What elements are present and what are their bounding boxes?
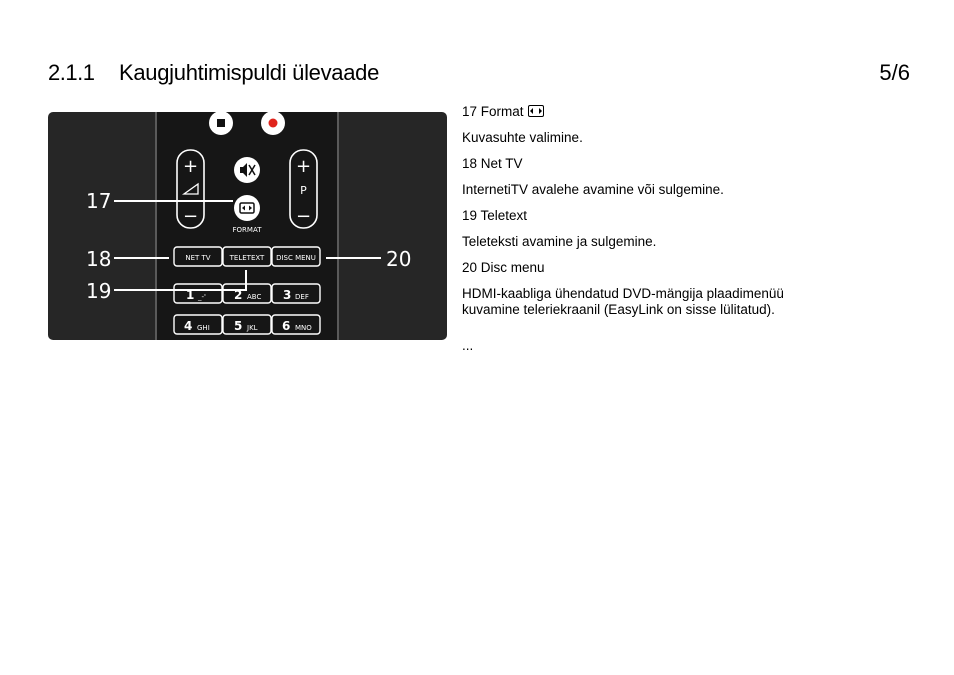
key-5-letters: JKL — [247, 324, 258, 332]
callout-19: 19 — [86, 279, 112, 303]
key-2-num: 2 — [234, 288, 243, 302]
item-heading-18: 18 Net TV — [462, 156, 523, 171]
description-column — [462, 104, 842, 364]
net-tv-label: NET TV — [185, 254, 211, 262]
callout-17: 17 — [86, 189, 112, 213]
key-4-letters: GHI — [197, 324, 210, 332]
item-heading-17: 17 Format — [462, 104, 842, 120]
continuation-ellipsis: ... — [462, 338, 474, 353]
key-3-letters: DEF — [295, 293, 309, 301]
program-p-label: P — [300, 184, 307, 197]
page-header — [48, 60, 910, 94]
key-1-num: 1 — [186, 288, 195, 302]
record-icon — [261, 112, 285, 135]
item-text-19: Teleteksti avamine ja sulgemine. — [462, 234, 657, 249]
remote-svg — [48, 112, 447, 340]
key-2-letters: ABC — [247, 293, 262, 301]
volume-plus: + — [182, 156, 199, 177]
item-heading-19: 19 Teletext — [462, 208, 528, 223]
format-icon — [234, 195, 260, 221]
item-text-18: InternetiTV avalehe avamine või sulgemine. — [462, 182, 724, 197]
item-heading-20: 20 Disc menu — [462, 260, 545, 275]
key-3-num: 3 — [283, 288, 292, 302]
page-number: 5/6 — [879, 60, 910, 85]
key-5-num: 5 — [234, 319, 243, 333]
format-label: FORMAT — [232, 226, 262, 234]
remote-control-illustration — [48, 112, 447, 340]
teletext-label: TELETEXT — [229, 254, 265, 262]
key-1-letters: _-' — [198, 293, 206, 301]
program-plus: + — [295, 156, 312, 177]
page-title: Kaugjuhtimispuldi ülevaade — [119, 60, 380, 85]
program-minus: − — [295, 206, 312, 227]
key-4-num: 4 — [184, 319, 193, 333]
key-6-num: 6 — [282, 319, 291, 333]
format-icon — [528, 105, 544, 117]
item-text-17: Kuvasuhte valimine. — [462, 130, 583, 145]
callout-18: 18 — [86, 247, 112, 271]
stop-icon — [209, 112, 233, 135]
disc-menu-label: DISC MENU — [276, 254, 316, 262]
volume-minus: − — [182, 206, 199, 227]
key-6-letters: MNO — [295, 324, 312, 332]
callout-20: 20 — [386, 247, 412, 271]
mute-icon — [234, 157, 260, 183]
item-text-20: HDMI-kaabliga ühendatud DVD-mängija plaadimenüü kuvamine teleriekraanil (EasyLink on sisse lülitatud). — [462, 286, 784, 317]
section-number: 2.1.1 — [48, 60, 95, 85]
